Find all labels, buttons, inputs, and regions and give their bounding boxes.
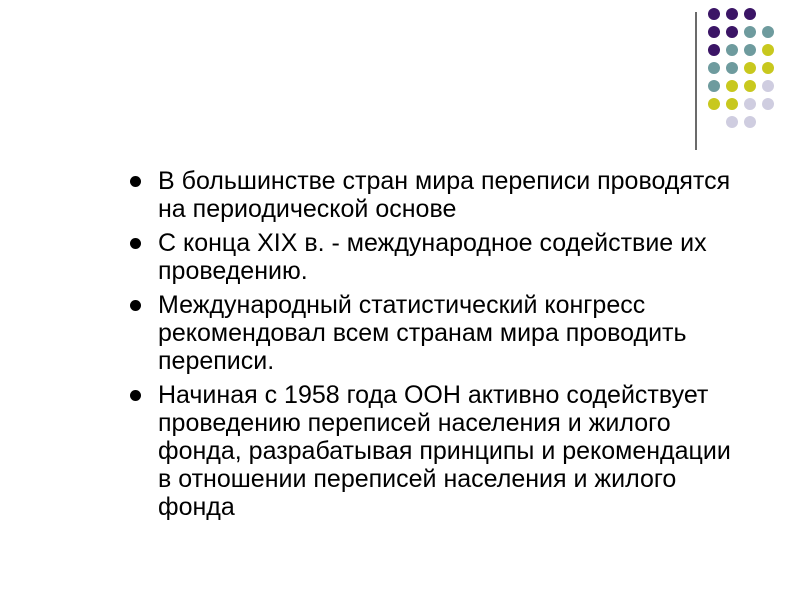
- bullet-text: В большинстве стран мира переписи проводятся на периодической основе: [158, 167, 731, 223]
- decorative-dot: [708, 62, 720, 74]
- bullet-item: [130, 229, 750, 285]
- bullet-text: Международный статистический конгресс рекомендовал всем странам мира проводить переписи.: [158, 291, 687, 375]
- bullet-dot-icon: [130, 238, 141, 249]
- decorative-dot-grid: [708, 8, 780, 134]
- bullet-list: [130, 167, 750, 527]
- decorative-dot: [744, 98, 756, 110]
- decorative-dot: [708, 80, 720, 92]
- bullet-item: [130, 381, 750, 521]
- bullet-item: [130, 291, 750, 375]
- decorative-dot: [726, 26, 738, 38]
- decorative-dot: [762, 62, 774, 74]
- decorative-dot: [726, 8, 738, 20]
- decorative-dot: [726, 44, 738, 56]
- decorative-dot: [744, 80, 756, 92]
- decorative-dot: [744, 44, 756, 56]
- decorative-dot: [726, 98, 738, 110]
- decorative-dot: [762, 44, 774, 56]
- decorative-dot: [744, 26, 756, 38]
- decorative-dot: [708, 44, 720, 56]
- bullet-item: [130, 167, 750, 223]
- decorative-dot: [726, 116, 738, 128]
- decorative-dot: [708, 98, 720, 110]
- decorative-dot: [708, 26, 720, 38]
- decorative-dot: [762, 80, 774, 92]
- bullet-text: Начиная с 1958 года ООН активно содействует проведению переписей населения и жилого фонда, разрабатывая принципы и рекомендации в отношении переписей населения и жилого фонда: [158, 381, 731, 521]
- bullet-dot-icon: [130, 176, 141, 187]
- bullet-dot-icon: [130, 300, 141, 311]
- bullet-dot-icon: [130, 390, 141, 401]
- bullet-text: С конца XIX в. - международное содействие их проведению.: [158, 229, 707, 285]
- decorative-dot: [762, 26, 774, 38]
- decorative-dot: [744, 62, 756, 74]
- decorative-dot: [762, 98, 774, 110]
- decorative-dot: [726, 80, 738, 92]
- decorative-dot: [744, 8, 756, 20]
- decorative-dot: [708, 8, 720, 20]
- decorative-dot: [726, 62, 738, 74]
- vertical-divider: [695, 12, 697, 150]
- decorative-dot: [744, 116, 756, 128]
